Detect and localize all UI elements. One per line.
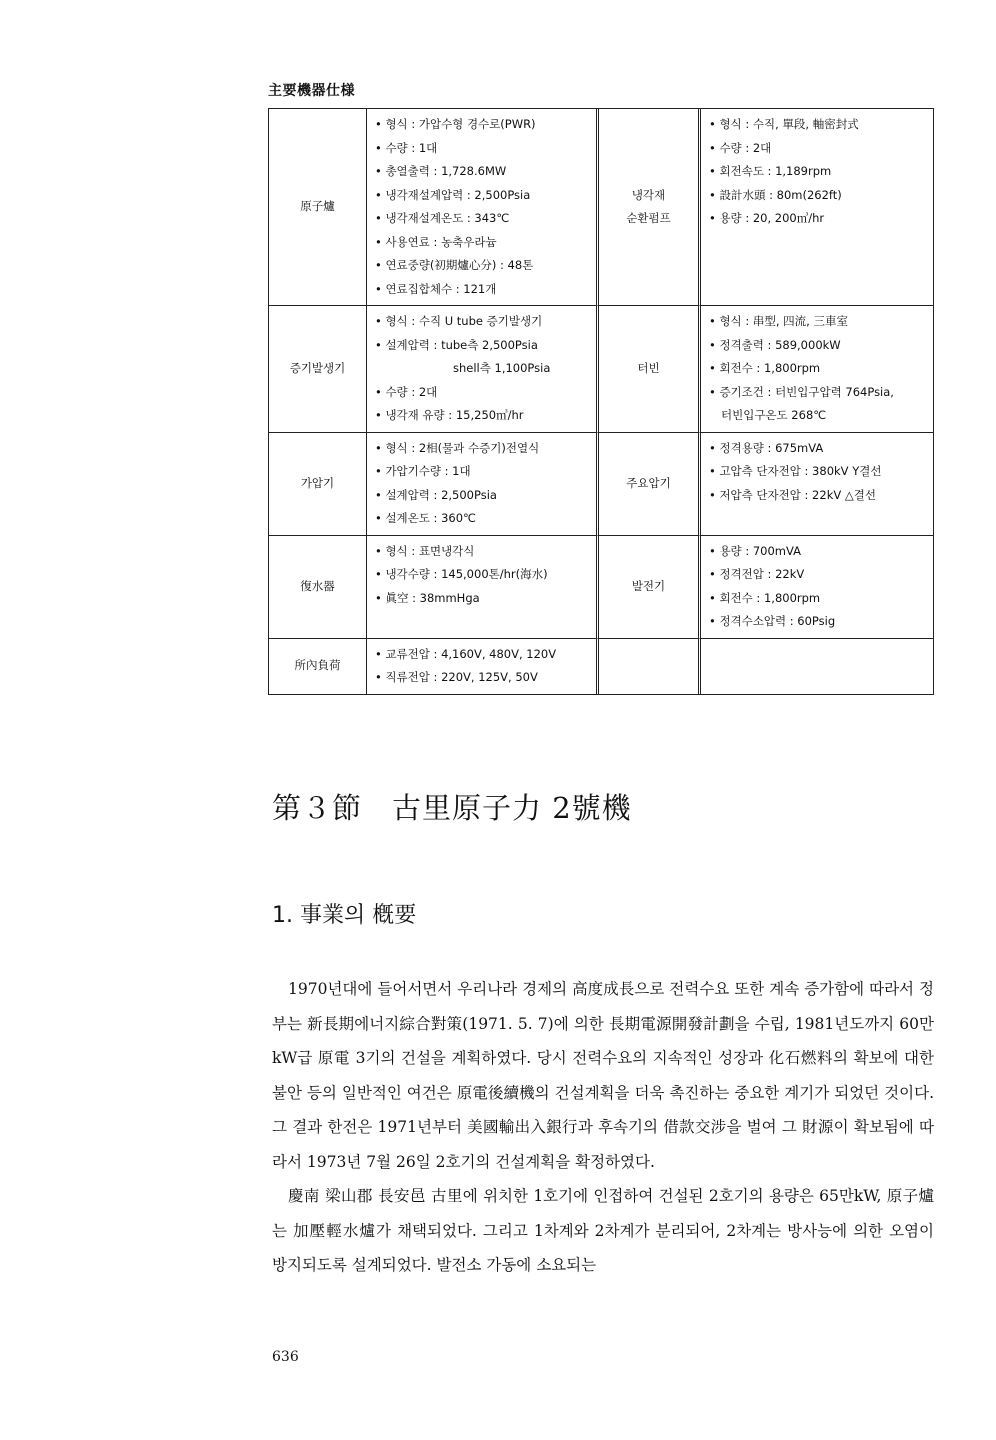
spec-list: [367, 306, 599, 433]
row-label: 原子爐: [269, 109, 367, 306]
spec-item: • 수량 : 2대: [709, 137, 933, 161]
spec-item: • 眞空 : 38mmHga: [375, 587, 596, 611]
row-label: [599, 109, 701, 306]
spec-item: • 냉각수량 : 145,000톤/hr(海水): [375, 563, 596, 587]
spec-list: [367, 109, 599, 306]
spec-item: • 설계압력 : tube측 2,500Psia: [375, 334, 596, 358]
table-row: [269, 639, 933, 694]
table-row: [269, 536, 933, 639]
table-caption: 主要機器仕様: [268, 83, 355, 99]
row-label: 증기발생기: [269, 306, 367, 433]
spec-item: • 냉각재설계압력 : 2,500Psia: [375, 184, 596, 208]
sub-title: 1. 事業의 槪要: [272, 903, 417, 928]
spec-item: • 형식 : 2相(물과 수증기)전열식: [375, 437, 596, 461]
spec-item: • 회전수 : 1,800rpm: [709, 587, 933, 611]
spec-item: • 설계온도 : 360℃: [375, 507, 596, 531]
spec-item: • 형식 : 수직, 單段, 軸密封式: [709, 113, 933, 137]
spec-item: • 총열출력 : 1,728.6MW: [375, 160, 596, 184]
row-label-line: 냉각재: [631, 187, 666, 202]
spec-item: • 형식 : 串型, 四流, 三車室: [709, 310, 933, 334]
row-label: 터빈: [599, 306, 701, 433]
spec-list: [367, 639, 599, 694]
spec-item: • 정격전압 : 22kV: [709, 563, 933, 587]
spec-item: • 가압기수량 : 1대: [375, 460, 596, 484]
spec-item: • 수량 : 1대: [375, 137, 596, 161]
spec-item: 터빈입구온도 268℃: [721, 408, 827, 422]
equipment-spec-table: [268, 108, 934, 695]
spec-list: [367, 433, 599, 536]
spec-item: • 연료중량(初期爐心分) : 48톤: [375, 254, 596, 278]
row-label: 가압기: [269, 433, 367, 536]
spec-item: • 형식 : 가압수형 경수로(PWR): [375, 113, 596, 137]
spec-item: • 냉각재 유량 : 15,250㎥/hr: [375, 404, 596, 428]
row-label: 復水器: [269, 536, 367, 639]
row-label-line: 순환펌프: [626, 211, 671, 225]
table-row: [269, 433, 933, 536]
paragraph: 慶南 梁山郡 長安邑 古里에 위치한 1호기에 인접하여 건설된 2호기의 용량은 65만kW, 原子爐는 加壓輕水爐가 채택되었다. 그리고 1차계와 2차계가 분리되어, 2차계는 방사능에 의한 오염이 방지되도록 설계되었다. 발전소 가동에 소요되는: [272, 1187, 934, 1274]
spec-list: [367, 536, 599, 639]
page-number: 636: [272, 1349, 299, 1365]
spec-list: [701, 306, 933, 433]
spec-list: [701, 536, 933, 639]
table-row: [269, 109, 933, 306]
spec-list: [701, 109, 933, 306]
spec-item: • 용량 : 20, 200㎥/hr: [709, 207, 933, 231]
row-label: 所內負荷: [269, 639, 367, 694]
spec-item: • 냉각재설계온도 : 343℃: [375, 207, 596, 231]
spec-item: • 교류전압 : 4,160V, 480V, 120V: [375, 643, 596, 667]
spec-item: • 설계압력 : 2,500Psia: [375, 484, 596, 508]
paragraph: 1970년대에 들어서면서 우리나라 경제의 高度成長으로 전력수요 또한 계속 증가함에 따라서 정부는 新長期에너지綜合對策(1971. 5. 7)에 의한 長期電源開發計劃을 수립, 1981년도까지 60만kW급 原電 3기의 건설을 계획하였다. 당시 전력수요의 지속적인 성장과 化石燃料의 확보에 대한 불안 등의 일반적인 여건은 原電後續機의 건설계획을 더욱 촉진하는 중요한 계기가 되었던 것이다. 그 결과 한전은 1971년부터 美國輸出入銀行과 후속기의 借款交涉을 벌여 그 財源이 확보됨에 따라서 1973년 7월 26일 2호기의 건설계획을 확정하였다.: [272, 980, 934, 1171]
spec-item: • 직류전압 : 220V, 125V, 50V: [375, 666, 596, 690]
empty-cell: [701, 639, 933, 694]
spec-item: • 고압측 단자전압 : 380kV Y결선: [709, 460, 933, 484]
section-title: 第３節 古里原子力 2號機: [272, 791, 632, 825]
spec-list: [701, 433, 933, 536]
empty-cell: [599, 639, 701, 694]
row-label: 발전기: [599, 536, 701, 639]
spec-item: • 정격출력 : 589,000kW: [709, 334, 933, 358]
row-label: 주요압기: [599, 433, 701, 536]
spec-item: • 형식 : 수직 U tube 증기발생기: [375, 310, 596, 334]
spec-item: shell측 1,100Psia: [453, 361, 551, 375]
spec-item: • 증기조건 : 터빈입구압력 764Psia,: [709, 381, 933, 405]
table-row: [269, 306, 933, 433]
spec-item: • 정격수소압력 : 60Psig: [709, 610, 933, 634]
spec-item: • 設計水頭 : 80m(262ft): [709, 184, 933, 208]
spec-item: • 정격용량 : 675mVA: [709, 437, 933, 461]
spec-item: • 저압측 단자전압 : 22kV △결선: [709, 484, 933, 508]
spec-item: • 수량 : 2대: [375, 381, 596, 405]
spec-item: • 연료집합체수 : 121개: [375, 278, 596, 302]
spec-item: • 사용연료 : 농축우라늄: [375, 231, 596, 255]
spec-item: • 형식 : 표면냉각식: [375, 540, 596, 564]
body-text: [272, 972, 934, 1283]
spec-item: • 회전수 : 1,800rpm: [709, 357, 933, 381]
spec-item: • 용량 : 700mVA: [709, 540, 933, 564]
spec-item: • 회전속도 : 1,189rpm: [709, 160, 933, 184]
